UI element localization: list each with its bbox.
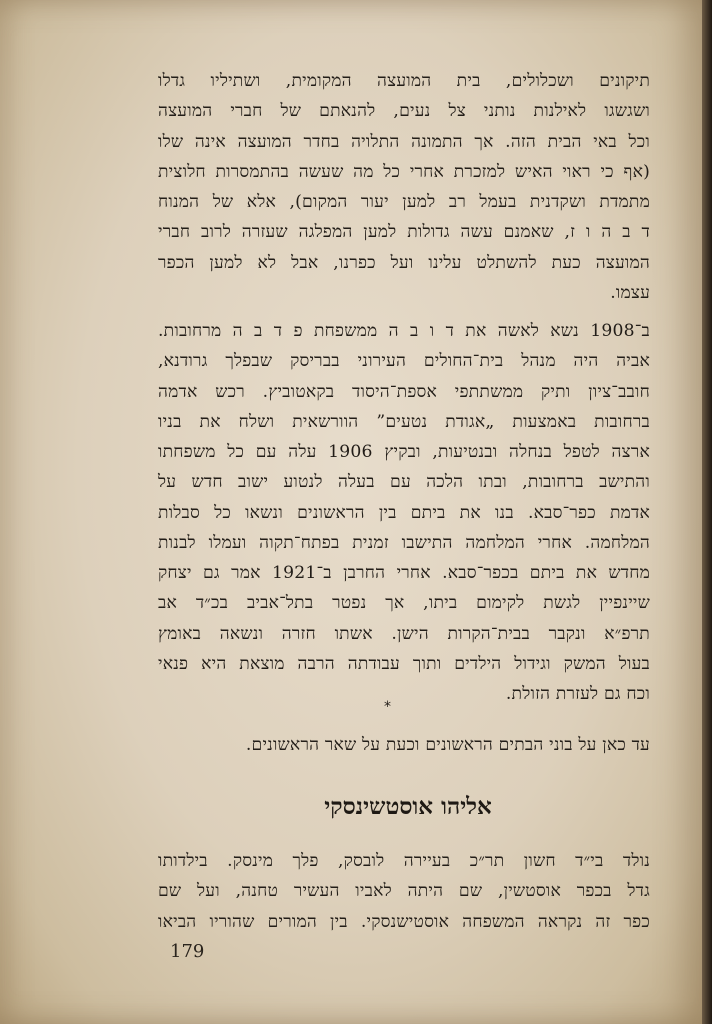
text-line: ב־1908 נשא לאשה את ד ו ב ה ממשפחת פ ד ב ה מרחובות. xyxy=(158,321,650,341)
text-line: וכל באי הבית הזה. אך התמונה התלויה בחדר המועצה אינה שלו xyxy=(158,131,650,152)
text-line: חובב־ציון ותיק ממשתתפי אספת־היסוד בקאטוביץ. רכש אדמה xyxy=(158,381,650,402)
text-line: מתמדת ושקדנית בעמל רב למען יעור המקום), אלא של המנוח xyxy=(158,192,650,212)
text-line: תרפ״א ונקבר בבית־הקרות הישן. אשתו חזרה ונשאה באומץ xyxy=(158,623,650,644)
section-separator: * xyxy=(384,699,391,715)
text-line: נולד בי״ד חשון תר״כ בעיירה לובסק, פלך מינסק. בילדותו xyxy=(158,851,650,871)
text-line: וכח גם לעזרת הזולת. xyxy=(505,684,650,704)
text-line: אביה היה מנהל בית־החולים העירוני בבריסק שבפלך גרודנא, xyxy=(158,351,650,372)
text-line: ארצה לטפל בנחלה ובנטיעות, ובקיץ 1906 עלה עם כל משפחתו xyxy=(158,442,650,462)
text-line: והתישב ברחובות, ובתו הלכה עם בעלה לנטוע ישוב חדש על xyxy=(158,472,650,493)
text-line: מחדש את ביתם בכפר־סבא. אחרי החרבן ב־1921 אמר גם יצחק xyxy=(158,563,650,583)
text-line: שיינפיין לגשת לקימום ביתו, אך נפטר בתל־אביב בכ״ד אב xyxy=(158,593,650,614)
section-title: אליהו אוסטשינסקי xyxy=(324,793,492,820)
text-line: כפר זה נקראה המשפחה אוסטישנסקי. בין המורים שהוריו הביאו xyxy=(158,911,650,932)
text-line: אדמת כפר־סבא. בנו את ביתם בין הראשונים ונשאו כל סבלות xyxy=(158,502,650,523)
text-line: המועצה כעת להשתלט עלינו ועל כפרנו, אבל לא למען הכפר xyxy=(158,252,650,273)
paragraph-1 xyxy=(158,66,650,308)
text-line: בעול המשק וגידול הילדים ותוך עבודתה הרבה מוצאת היא פנאי xyxy=(158,653,650,674)
text-line: (אף כי ראוי האיש למזכרת אחרי כל מה שעשה בהתמסרות חלוצית xyxy=(158,161,650,182)
text-line: ושגשגו לאילנות נותני צל נעים, להנאתם של חברי המועצה xyxy=(158,101,650,122)
paragraph-2 xyxy=(158,316,650,709)
text-line: גדל בכפר אוסטשין, שם היתה לאביו העשיר טחנה, ועל שם xyxy=(158,881,650,902)
paragraph-3 xyxy=(158,730,650,760)
page-number: 179 xyxy=(170,941,205,962)
text-line: עצמו. xyxy=(610,282,650,303)
text-line: תיקונים ושכלולים, בית המועצה המקומית, ושתיליו גדלו xyxy=(158,71,650,91)
text-line: עד כאן על בוני הבתים הראשונים וכעת על שאר הראשונים. xyxy=(245,735,650,755)
text-line: ד ב ה ו ז, שאמנם עשה גדולות למען המפלגה שעזרה לרוב חברי xyxy=(158,222,650,243)
paragraph-4 xyxy=(158,846,650,937)
text-line: המלחמה. אחרי המלחמה התישבו זמנית בפתח־תקוה ועמלו לבנות xyxy=(158,532,650,553)
text-line: ברחובות באמצעות „אגודת נטעים” הוורשאית ושלח את בניו xyxy=(158,411,650,432)
page-edge-shadow xyxy=(702,0,712,1024)
